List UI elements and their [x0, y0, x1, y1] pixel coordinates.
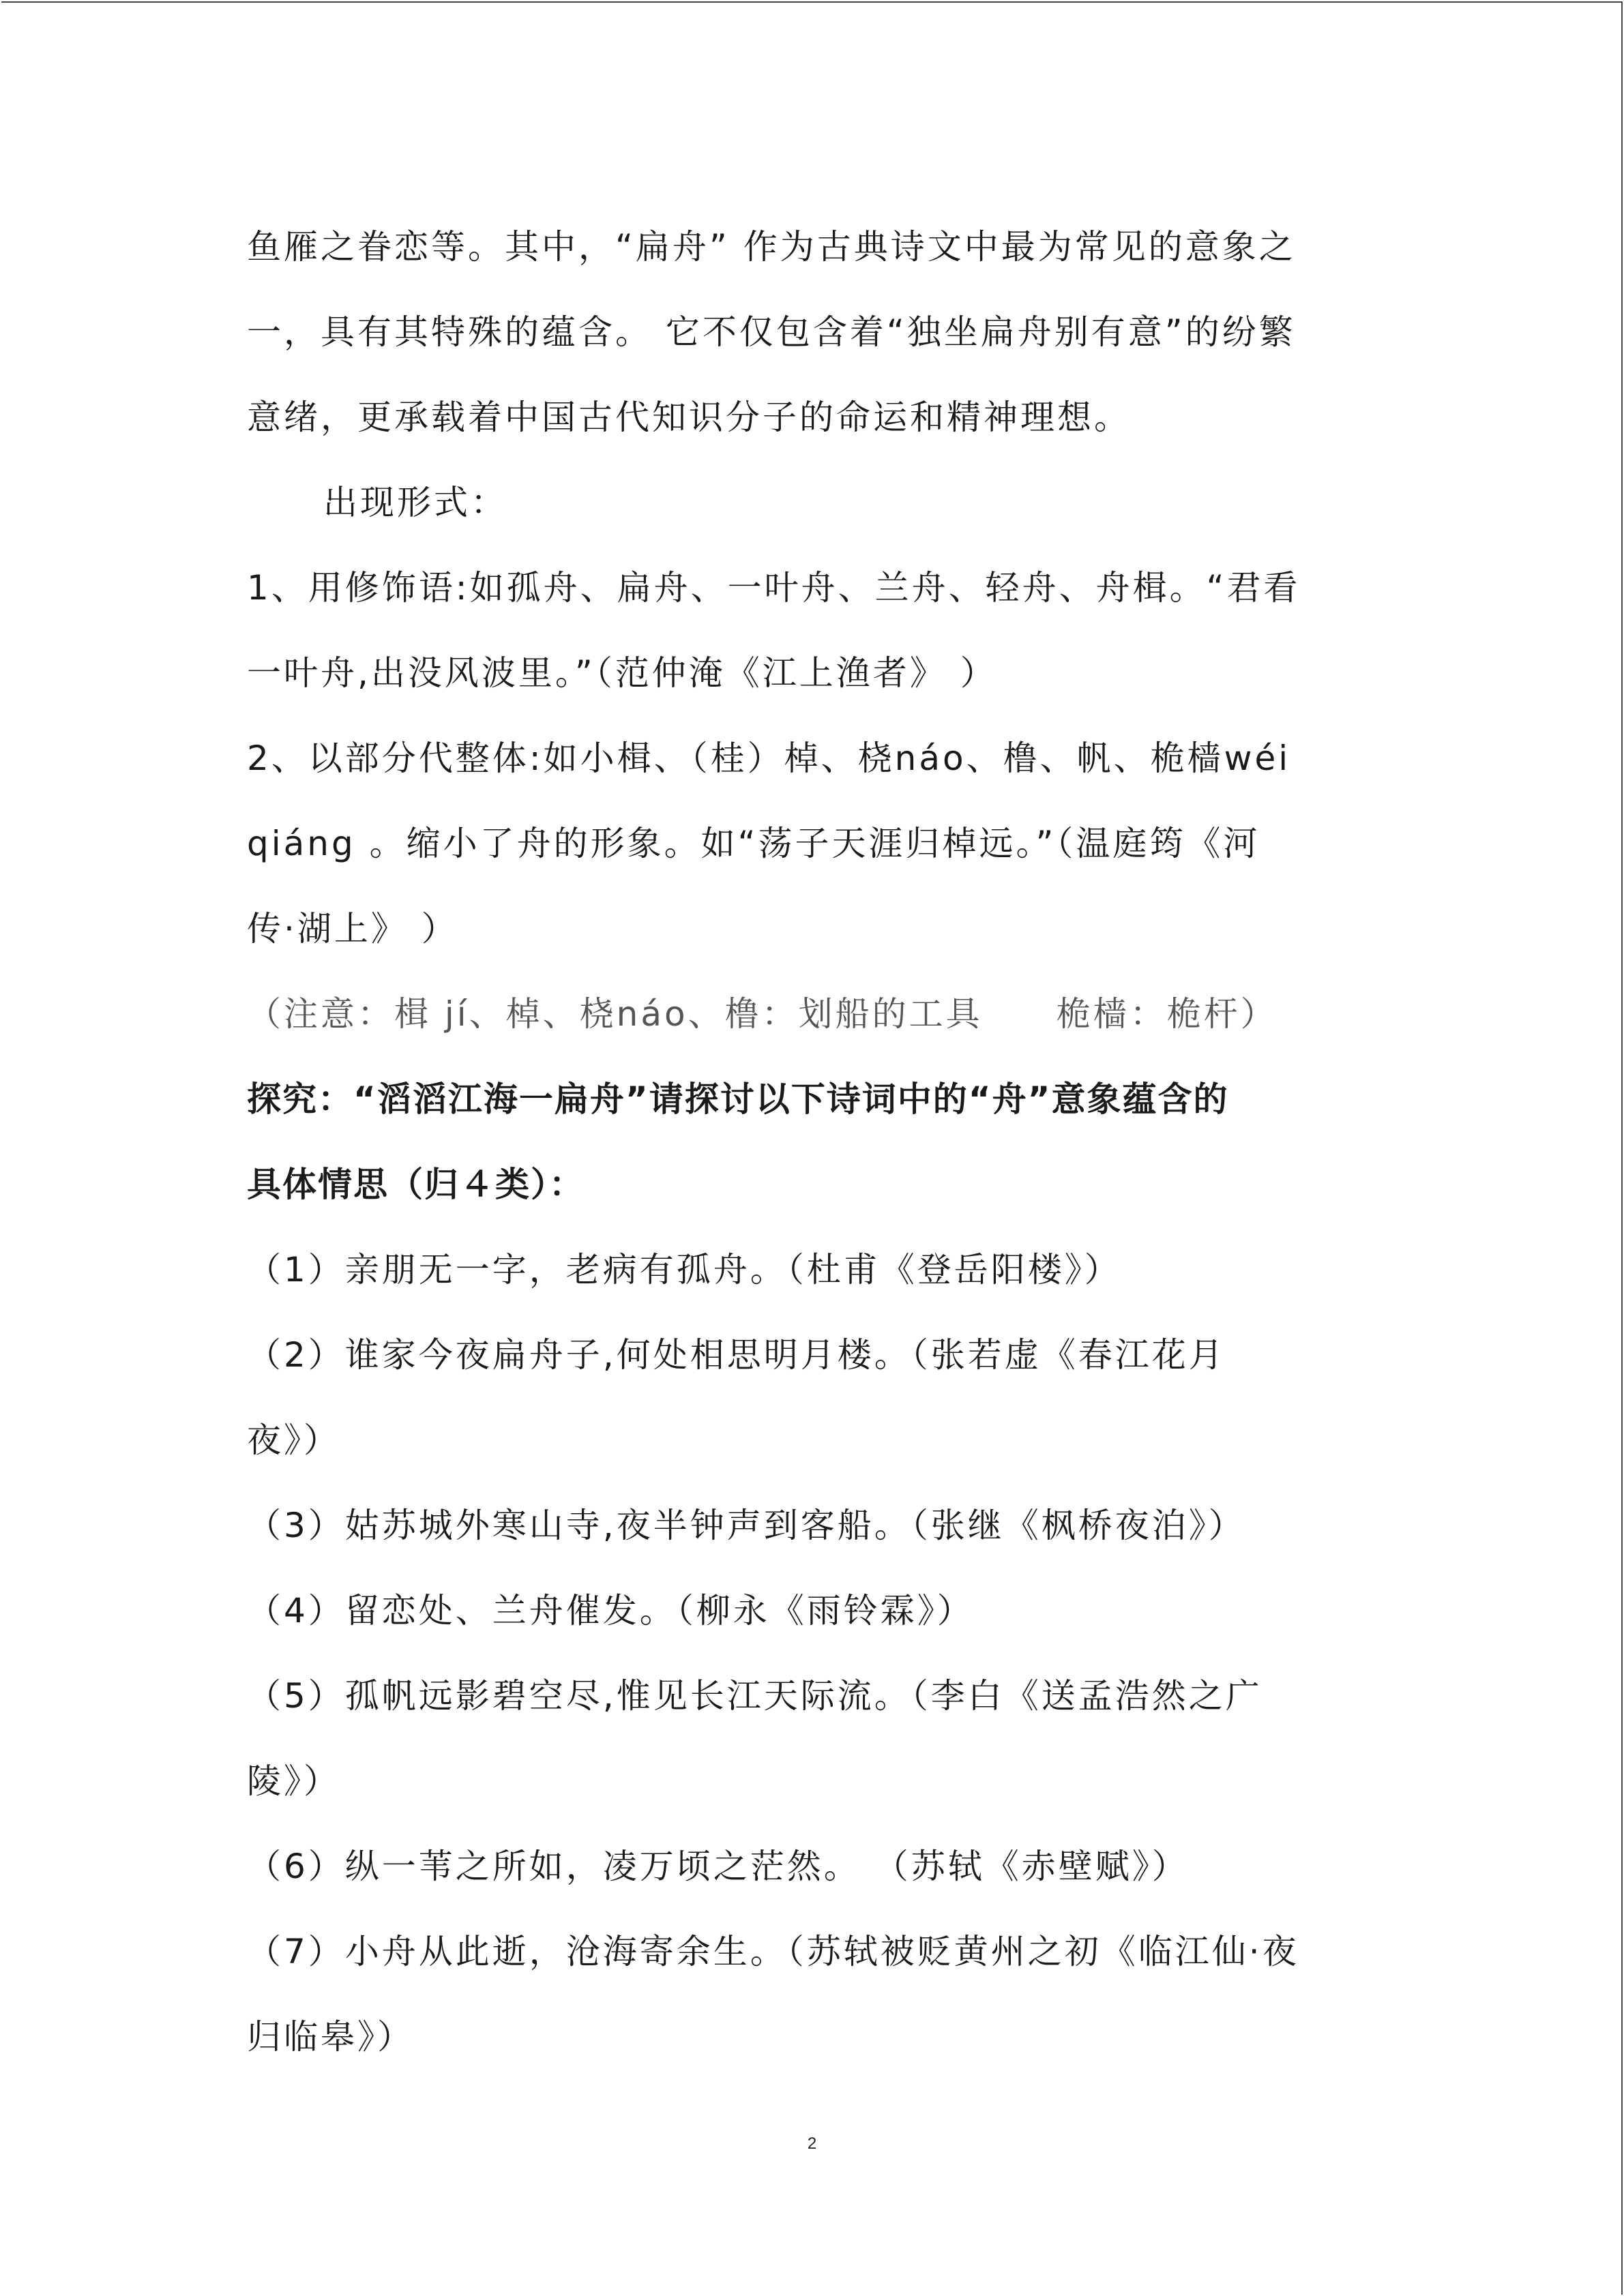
list-item-continuation: 传·湖上》 ） — [247, 909, 458, 949]
poem-item: （7）小舟从此逝，沧海寄余生。（苏轼被贬黄州之初《临江仙·夜 — [247, 1932, 1299, 1971]
poem-item-continuation: 陵》） — [247, 1761, 340, 1801]
section-heading: 出现形式： — [323, 483, 507, 522]
poem-item: （3）姑苏城外寒山寺,夜半钟声到客船。（张继《枫桥夜泊》） — [247, 1506, 1245, 1545]
list-item-continuation: qiáng 。缩小了舟的形象。如“荡子天涯归棹远。”（温庭筠《河 — [247, 824, 1260, 863]
poem-item: （4）留恋处、兰舟催发。（柳永《雨铃霖》） — [247, 1591, 974, 1630]
poem-item: （1）亲朋无一字，老病有孤舟。（杜甫《登岳阳楼》） — [247, 1250, 1121, 1289]
paragraph-line: 鱼雁之眷恋等。其中，“扁舟” 作为古典诗文中最为常见的意象之 — [247, 227, 1296, 267]
poem-item: （5）孤帆远影碧空尽,惟见长江天际流。（李白《送孟浩然之广 — [247, 1676, 1263, 1716]
poem-item: （6）纵一苇之所如，凌万顷之茫然。 （苏轼《赤壁赋》） — [247, 1847, 1189, 1886]
paragraph-line: 一，具有其特殊的蕴含。 它不仅包含着“独坐扁舟别有意”的纷繁 — [247, 312, 1296, 352]
page-number: 2 — [807, 2134, 817, 2153]
note-line: （注意：楫 jí、棹、桡náo、橹：划船的工具 桅樯：桅杆） — [247, 994, 1278, 1034]
poem-item-continuation: 夜》） — [247, 1420, 340, 1460]
paragraph-line: 意绪，更承载着中国古代知识分子的命运和精神理想。 — [247, 398, 1131, 437]
list-item: 2、以部分代整体:如小楫、（桂）棹、桡náo、橹、帆、桅樯wéi — [247, 739, 1291, 778]
document-body — [247, 205, 1379, 2080]
poem-item: （2）谁家今夜扁舟子,何处相思明月楼。（张若虚《春江花月 — [247, 1335, 1226, 1375]
poem-item-continuation: 归临皋》） — [247, 2017, 414, 2057]
inquiry-heading: 探究：“滔滔江海一扁舟”请探讨以下诗词中的“舟”意象蕴含的 — [247, 1079, 1229, 1119]
inquiry-heading: 具体情思（归４类）： — [247, 1165, 585, 1204]
list-item: 1、用修饰语:如孤舟、扁舟、一叶舟、兰舟、轻舟、舟楫。“君看 — [247, 568, 1301, 608]
list-item-continuation: 一叶舟,出没风波里。”（范仲淹《江上渔者》 ） — [247, 653, 997, 693]
